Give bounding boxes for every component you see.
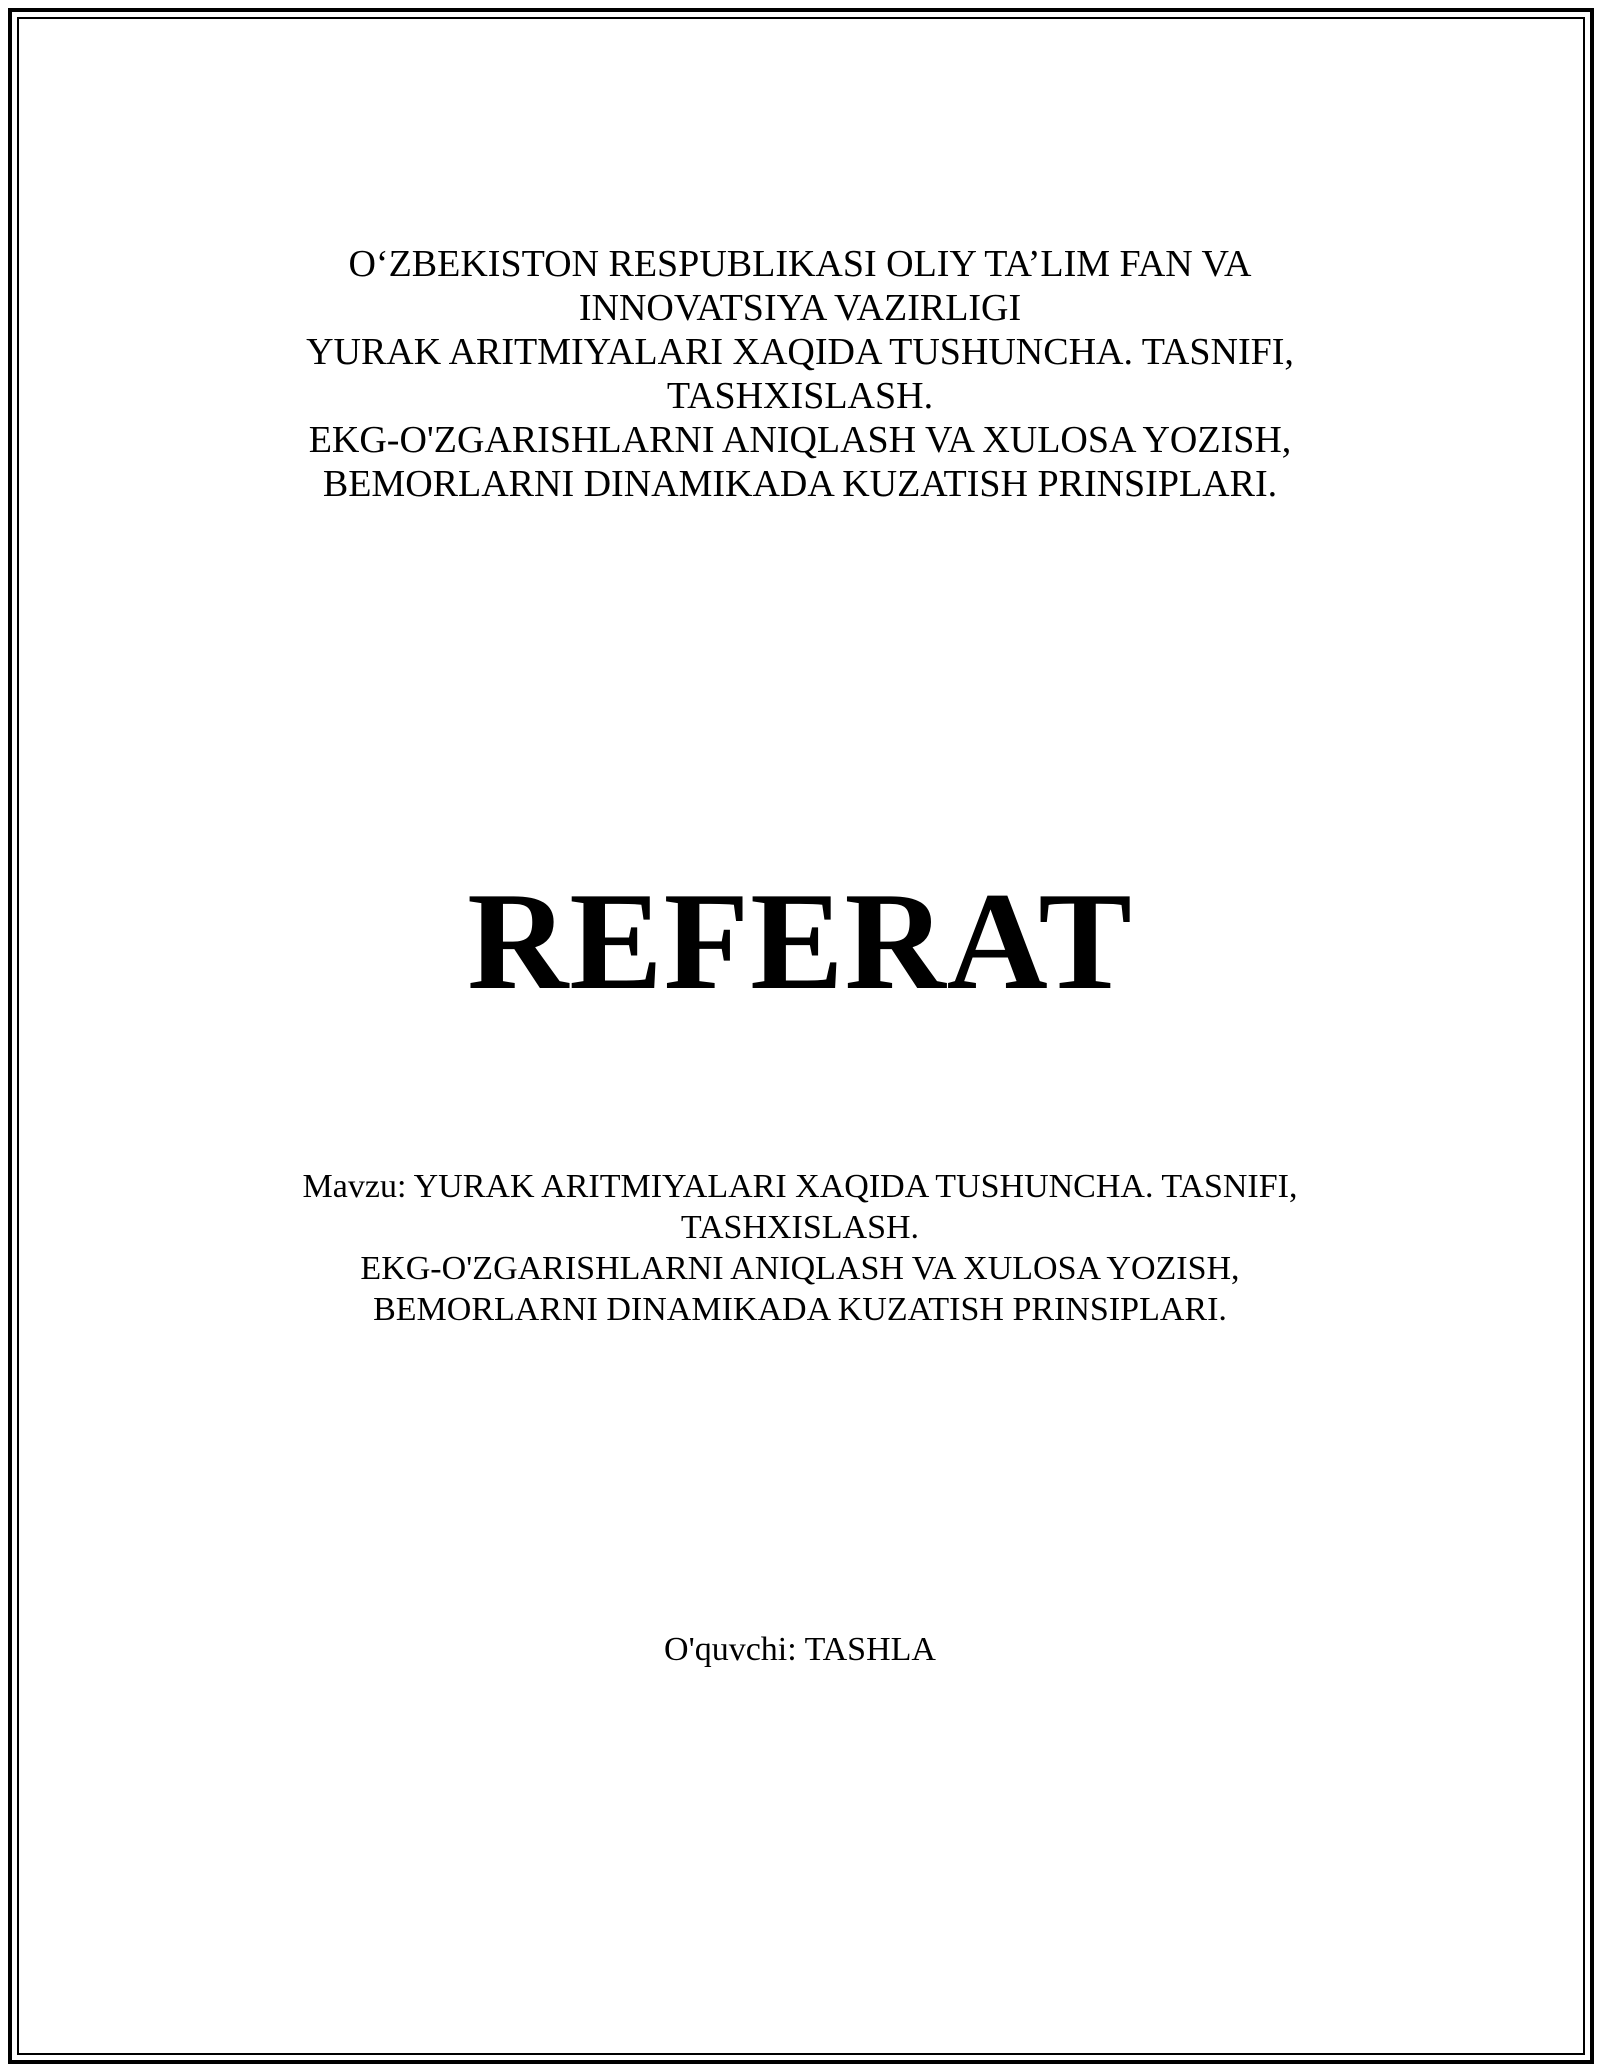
header-line: O‘ZBEKISTON RESPUBLIKASI OLIY TA’LIM FAN VA	[348, 243, 1252, 285]
topic-line: EKG-O'ZGARISHLARNI ANIQLASH VA XULOSA YOZISH,	[360, 1250, 1240, 1287]
topic-line: Mavzu: YURAK ARITMIYALARI XAQIDA TUSHUNCHA. TASNIFI,	[302, 1168, 1298, 1205]
topic-line: TASHXISLASH.	[680, 1209, 920, 1246]
header-line: YURAK ARITMIYALARI XAQIDA TUSHUNCHA. TASNIFI,	[306, 331, 1294, 373]
header-line: INNOVATSIYA VAZIRLIGI	[578, 287, 1022, 329]
topic-line: BEMORLARNI DINAMIKADA KUZATISH PRINSIPLARI.	[373, 1291, 1227, 1328]
header-line: TASHXISLASH.	[666, 375, 934, 417]
document-title: REFERAT	[467, 864, 1133, 1019]
student-name: O'quvchi: TASHLA	[664, 1631, 936, 1668]
header-line: BEMORLARNI DINAMIKADA KUZATISH PRINSIPLARI.	[322, 463, 1278, 505]
ministry-header	[0, 242, 1600, 506]
topic-section	[0, 1166, 1600, 1330]
header-line: EKG-O'ZGARISHLARNI ANIQLASH VA XULOSA YOZISH,	[308, 419, 1292, 461]
